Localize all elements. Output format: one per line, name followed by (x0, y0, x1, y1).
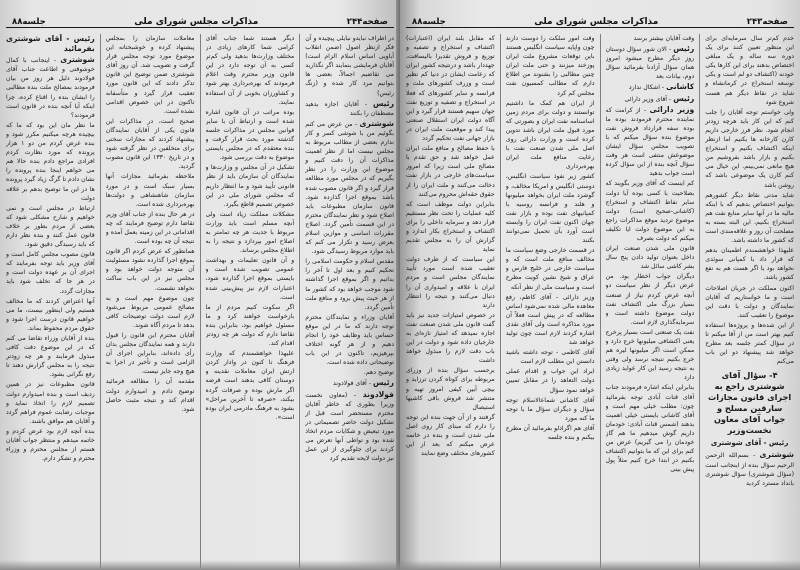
paragraph-text: در قسمت خارجی وضع سیاست ما مخالف منافع ملت است که و سیاست خارجی در خلیج فارس و عراق و شیخ نشین کویت مطرح است و سیاست ملی از نظر آنکه (505, 247, 595, 291)
session-number: جلسه۸۸ (12, 17, 46, 27)
paragraph (206, 163, 295, 208)
paragraph-text: قانون مصوب مجلس کامل است و آقای وزیر باید توجه بفرمایند که اجرای آن بر عهده دولت است و در هر جا که تخلف شود باید مجازات گردد. (6, 251, 95, 295)
paragraph-text: وزیر دارائی - آقای کاظم، رفع معاهده مالی شده نمی‌شود اساس مطالعه که در پیش است فعلاً آن مورد مذاکره است ولی آقای نقدی اشاره کردند لازم است چون تولید خواهد شد (505, 293, 595, 347)
paragraph (6, 334, 95, 379)
paragraph-text: نفت یک صنعتی است بسیار پرخرج یعنی اکتشافی میلیونها خرج دارد و ممکن است اگر میلیونها لیره هم خرج بکنیم نتیجه نرسد ولی وقتی به نتیجه رسید این کار عواید زیادی دارد (605, 328, 695, 382)
paragraph (606, 383, 695, 474)
paragraph (6, 427, 95, 463)
paragraph (406, 144, 495, 199)
paragraph (6, 380, 95, 425)
paragraph-text: مقدس اسلام و حکومت اسلامی را تحکیم کنیم و بعد اول تا آخر را بدانیم و اگر بموقع اجرا گذاشته شود موجب خواهد بود که کشور ما از هر حیث پیش برود و منافع ملت تأمین گردد. (305, 258, 394, 311)
paragraph-text: آقای کاظمی - توجه داشته باشید دانستن این مطلب لازم است (505, 349, 595, 366)
speaker-name: فولادوند (362, 389, 394, 399)
paragraph (6, 55, 95, 120)
paragraph-text: ایراد این جواب و اقدام عملی دولت التعاهد را در مقابل تمیین خواهد نمود سؤال (505, 368, 595, 394)
paragraph-text: - آقایان اجازه بدهید مصطفان را بکنند (305, 100, 394, 117)
paragraph (406, 311, 495, 366)
text-column (506, 34, 595, 569)
column-divider (699, 34, 700, 569)
paragraph (506, 246, 595, 291)
text-column (206, 34, 295, 569)
page-number: صفحه۲۴۴ (346, 17, 388, 27)
paragraph (406, 200, 495, 255)
column-divider (200, 34, 201, 569)
paragraph (6, 297, 95, 333)
paragraph-text: این سیاست که از طرف دولت تعقیب شده است مورد تأیید نمایندگان مجلس است و مردم ایران با علاقه و امیدواری آن را دنبال می‌کنند و نتیجه را انتظار دارند (406, 256, 495, 309)
paragraph-text: دیگر هستند شما جناب آقای کرامی شما کارهای زیادی در مختلف وزارت‌ها بدهید ولی کم‌تر کسی به آن توجه دارد در این قانون وزیر محترم وقت اعلام فرمودند که بهره‌برداری بهتر شود و کشاورزان بخوبی از آن استفاده نمایند. (205, 35, 295, 106)
paragraph (106, 117, 195, 172)
paragraph-text: ارتباط در مجلس است و نمی خواهیم و شارح مشکلی شود که بعضی از مردم بطور بر خلاف قانون عمل کنند و بنده نظر دارم که باید رسیدگی دقیق شود. (6, 204, 95, 249)
paragraph (705, 284, 794, 320)
paragraph (305, 390, 394, 464)
paragraph (705, 246, 794, 282)
column-divider (100, 34, 101, 569)
paragraph (406, 34, 495, 143)
paragraph (506, 348, 595, 366)
paragraph (106, 172, 195, 208)
paragraph (106, 210, 195, 246)
paragraph-text: معاملات سازمان را بمجلس پیشنهاد کرده و خوشبختانه این موضوع مورد توجه مجلس قرار گرفت و تصویب شد. آن روز آقای شوشتری ضمن توضیح این قانون تذکر دادند که این قانون مورد تعقیب قرار گیرد و متأسفانه تاکنون در این خصوص اقدامی نشده است. (105, 35, 195, 115)
right-page (400, 0, 800, 570)
column-divider (299, 34, 300, 569)
paragraph-text: برحسب سؤال بنده از وزرای مربوطه برای کوتاه کردن ترزاید و بیچی آیین کیفی امروز تهیه و منتشر شد فروش باقی کاشیها استیصال (406, 367, 495, 411)
speaker-name: کاشانی (666, 82, 695, 92)
paragraph (506, 34, 595, 98)
speaker-name: شوشتری (60, 55, 95, 65)
paragraph-text: ما نظر مان این بود که ما که بیچیده هرچه میکنیم مکرر شود و بنده عرض کردم من دو ۱ هزار پرونده که مورد نظارت کردم افرادی مراجع دادم بنده حالا هم می خواهم اینجا بنده پرونده را نشان دادم تا گرگ زیاد گیرد پرونده ها در این ما توضیح بدهم بر علاقه دولت (6, 121, 95, 202)
paragraph (206, 34, 295, 107)
paragraph (406, 413, 495, 458)
paragraph (305, 257, 394, 312)
speaker-name: وزیر دارائی (649, 104, 695, 114)
text-column (406, 34, 495, 569)
paragraph-text: که مقابل بلند ایران (اعتبارات) اکتشاف و استخراج و تصفیه و توزیع و فروش تقدیرا بالیسافت، جهددار باشد و درنتیجه کشور ایران که زعامت ایشان در دنیا کم نظیر است و وزرف کشورهای ملت و فرانسه و سایر کشورهای که فعلا در استخراج و تصفیه و توزیع نفت جهان سهیم هستند قرار گیرد و این آگاه دولت ایران استقلال صنعتی پیدا کند و موقعیت ملت ایران در بازار جهانی نفت تحکیم گردد (406, 35, 495, 143)
paragraph-text: کشور زیر نفوذ سیاست انگلیس، دوستی انگلیس و امریکا مخالف، و گوشزد ملت ایران بخواهد میلیونها و هلند و فرانسه روسیه با کمپانیهای نفت بوده و بازار نفت جهان اکنون نفت ایران را وابسته است آورد بآن تحمیل نمی‌توانند بکنند (505, 173, 595, 245)
paragraph-text: مشکلات مملکت زیاد است ولی آنچه مسلم است باید وزارت مربوط با جدیت هر چه تمامتر به اصلاح امور بپردازد و نتیجه را به اطلاع مجلس برساند. (205, 210, 295, 255)
paragraph (206, 303, 295, 348)
speaker-name: شوشتری (759, 450, 794, 460)
paragraph-text: و آن قانون تعلیمات و بهداشت عمومی تصویب شده است و بایستی بموقع اجرا گذارده شود، اعتبارات لازم نیز پیش‌بینی شده است. (205, 257, 295, 301)
speaker-name: رئیس (372, 98, 394, 108)
text-columns (6, 34, 394, 569)
paragraph-text: وقت امور سلکت را دوست دارند چون واپایه سیاست انگلیس هستند باین توقعات مشروع ملت ایران پوزخند میزنند و حتی ملت ایران چنین مطالبی را بشنوند من اطلاع دارم که مطالب کمسیون نفت مجلس کم کرد (505, 35, 595, 97)
paragraph-text: از این شده‌ها و پروژه‌ها استفاده کنیم بهتر است من از آقا میکنم تا در سؤال کمتر جلسه بعد مطرح خواهد شد پیشنهاد دو این باب می‌کنم (705, 321, 794, 366)
page-header (6, 14, 394, 28)
column-divider (600, 34, 601, 569)
column-divider (500, 34, 501, 569)
paragraph-text: در هر حال بنده از جناب آقای وزیر تقاضا دارم توضیح فرمایند که چه اقداماتی در این زمینه بعمل آمده و نتیجه آن چه بوده است. (105, 210, 195, 246)
paragraph (506, 424, 595, 442)
paragraph (506, 172, 595, 245)
paragraph (606, 34, 695, 43)
paragraph-text: آقایان وزراء و نمایندگان محترم توجه دارند که ما در این موقع حساس باید وظایف خود را انجام دهیم و از هر گونه اختلاف بپرهیزیم، تاکنون در این باب توضیحاتی داده شده است. (305, 313, 394, 367)
paragraph-text: - آقای فولادوند (333, 380, 371, 388)
paragraph (506, 293, 595, 348)
paragraph (705, 191, 794, 246)
speaker-name: رئیس - آقای شوشتری بفرمائید (6, 34, 95, 54)
speaker-name: رئیس (673, 44, 695, 54)
paragraph-text: همانطور که عرض کردم اگر قانون بموقع اجرا گذارده نشود مسئولیت آن متوجه دولت خواهد بود و مجلس نیز در این باب ساکت نخواهد نشست. (105, 248, 195, 292)
paragraph (106, 294, 195, 330)
paragraph-text: قانون ملی شدن صنعت ایران داخل بعنوان تولید دادن پنج سال بشر کاشی سائل شد (605, 245, 695, 271)
paragraph (206, 108, 295, 163)
paragraph-text: - (معاون نخست وزیر) بطوری که خاطر آقایان محترم مستحضر است قبل از تشکیل دولت حاضر تصمیماتی در مورد تبعیض و شکایات مردم اتخاذ شده بود و تواطی آنها تعرض می کردند برای جلوگیری از این عمل نیز دولت لایحه تقدیم کرد (305, 391, 394, 463)
paragraph-text: بنابراین دولت موظف است که کلیه عملیات را تحت نظر مستقیم قرار دهد و سرمایه داخلی را برای اکتشاف و استخراج بکار اندازد و گزارش آن را به مجلس تقدیم نماید (406, 200, 495, 254)
paragraph-text: - اشکال ندارد (628, 84, 665, 92)
paragraph-text: با حفظ مصالح و منافع ملت ایران عمل خواهد شد و حق تقدم با مصالح ملی است زیرا که امروز سیاست‌های خارجی در بازار نفت دخالت می‌کنند و ملت ایران را از حقوق حقه‌اش محروم می‌کنند (406, 145, 495, 198)
paragraph-text: آقایان محترم این قانون را قبول دارند و همه نمایندگان مجلس بدان رأی داده‌اند، بنابراین اجرای آن الزامی است و تأخیر در اجرا به هیچ وجه جایز نیست. (105, 332, 195, 376)
paragraph (305, 378, 394, 388)
page-number: صفحه۲۴۳ (746, 17, 788, 27)
paragraph (305, 34, 394, 98)
paragraph (6, 34, 95, 54)
paragraph (506, 367, 595, 394)
paragraph (6, 250, 95, 295)
paragraph-text: بنده آنچه لازم بود عرض کردم و خاتمه میدهم و منتظر جواب آقایان هستم از مجلس محترم و وزراء محترم و تشکر دارم. (6, 427, 95, 463)
paragraph-text: علیهذا خواهشمندم اطمینان بدهم که قرار داد با کمپانی سوئدی نخواهد بود یا اگر هست هم به نفع کشور باشد. (705, 247, 794, 282)
paragraph-text: در خصوص امتیازات جدید نیز باید گفت قانون ملی شدن صنعت نفت اجازه نمیدهد که امتیاز تازه‌ای به خارجیان داده شود و دولت در این باب دقت لازم را مبذول خواهد داشت (406, 311, 495, 365)
publication-title: مذاکرات مجلس شورای ملی (134, 17, 259, 27)
paragraph-text: بنابراین اینکه اشاره فرمودند جناب آقای قنات آبادی توجه بفرمائید چون: مطلب خیلی مهم است و آقای کاشانی بایستی خیلی اهمیت بدهند (شمس قنات آبادی: خودمان داریم گوش میدهیم ما هم گاز خودمان را می گیریم) عرض من کنم برای این که ما بتوانیم اکتشاف بکنیم در ابتدا خرج کنیم مثلاً پول پیش بینی (605, 384, 695, 474)
paragraph (606, 82, 695, 92)
paragraph (206, 210, 295, 255)
paragraph (6, 204, 95, 249)
paragraph (705, 450, 794, 487)
paragraph-text: از ایران هم کمک ما داشتیم توانستند و دولت برای مردم زمین اساسنامه نفت ایران و بصورتی که مورد قبول ملت ایران باشد تدوین کرده است و وزارت دارائی روی اصل ملی شدن صنعت نفت با رعایت منافع ملت ایران بهره‌برداری (505, 99, 595, 171)
paragraph-text: صحیح است، در مذاکرات این قانون یکی از آقایان نمایندگان پیشنهاد کردند که مجازات سختی برای متخلفین در نظر گرفته شود و در تاریخ ۱۳۳۰ این قانون مصوب گردید. (105, 117, 195, 171)
paragraph-text: توضیح دهم. (363, 369, 394, 377)
paragraph (406, 255, 495, 310)
paragraph-text: قانون مطبوعات نیز در همین ردیف است و بنده امیدوارم دولت تصمیم لازم را اتخاذ نماید و موجبات رضایت عموم فراهم گردد و آقایان هم موافق باشند. (6, 381, 95, 425)
paragraph-text: خدم کم‌تر سال سرمایه‌ای برای این منظور تعیین کنند برای یک دوره سه ساله و یک مبلغی اختصاص بدهند برای این کارها یکی خودنه (اکتشاف دو لم است و یکی توسعه استخراج در کرمانشاه و شاید در نقاط دیگر هم هست شروع شود (705, 35, 794, 106)
scan-shadow (0, 560, 800, 570)
paragraph-text: بنده از آقایان وزراء تقاضا می کنم که در این موضوع دقت کافی مبذول فرمایند و هر چه زودتر نتیجه را به مجلس گزارش دهند تا رفع نگرانی بشود. (6, 335, 95, 379)
paragraph-text: مقدمه آن را مطالعه فرمائید توضیح دادم و امیدوارم دولت اقدام کند و نتیجه مثبت حاصل شود. (105, 378, 195, 413)
publication-title: مذاکرات مجلس شورای ملی (534, 17, 659, 27)
paragraph (705, 108, 794, 190)
paragraph-text: در اطراف نبایدو نبایلی پیچیده و آن فکر ازنظر اصول (ضمن انقلاب آباویی اساس اسلام الزام است) آقایان فرمایشی بنمایند اگر نگذارید می تقاضیم اجمالاً، بعضی ها بتوانیم مرد کار شده و (زنگ رئیس) (305, 35, 394, 97)
paragraph-text: وقت آقایان بیشتر برسد (633, 35, 695, 42)
paragraph-text: - اینجانب با کمال خوشوقتی و اطاعت جناب آقای فولادوند دلیل هر روز من بیان فرمودند بمصالح ملت بنده مطالبی را ایشان بنده را اقناع کرده، چرا اینکه آیا آنچه بنده در قانون است فرمودند؟ (6, 57, 95, 119)
speaker-name: رئیس (372, 378, 394, 388)
text-column (305, 34, 394, 569)
paragraph (506, 396, 595, 423)
text-columns (406, 34, 794, 569)
paragraph (305, 368, 394, 377)
paragraph-text: - از کرامت که نماینده محترم فرمودند بوده ما بوده سفه قرارداد فروش نفت موضوع بنده سؤال میکنم که با تصویب مجلس سؤال ایشان موضوعش منتفی است هر وقت سؤال آنچه بنده از این سؤال کرده است جواب بدهید (605, 106, 695, 178)
paragraph (606, 272, 695, 327)
paragraph (705, 34, 794, 107)
paragraph (106, 34, 195, 116)
text-column (106, 34, 195, 569)
paragraph-text: کم اینست که آقای وزیر بگویند که بصلاحیت با کسی بوده آیا دولت سایر نفاط اکتشاف و استخراج (کاشانی-صحیح است) دولت موضوع تردید موقع مذاکرات راجع به این موضوع دولت ایا تکلیف میکنم که دولت بصرف (605, 180, 695, 242)
section-heading: ۴- سؤال آقای شوشتری راجع به اجرای قانون مجازات سارقین مسلح و جواب آقای معاون نخست‌وزیر (708, 370, 792, 436)
text-column (6, 34, 95, 569)
paragraph (106, 247, 195, 292)
paragraph-text: ملاحظه بفرمائید مجازات آنها بسیار سبک است و در مورد سازمان شاهنشاهی و دولت‌ها بهره‌برداری شده است. (105, 173, 195, 208)
paragraph (606, 94, 695, 104)
paragraph-text: علیهذا خواهشمندم که وزارت فرهنگ تا کنون در وادار کردن ارتش ایران معاملات نقدینه و دوستان کافی بدهند است قرضه اگر مارش بوده و صرفات گرده بیکند، «صرفه تا آخرین مراحل» بشود به فرهنگ مادرمی ایران بوده است». (205, 350, 295, 421)
speaker-line: رئیس - آقای شوشتری (710, 439, 789, 448)
paragraph (106, 377, 195, 413)
speaker-name: شوشتری (359, 118, 394, 128)
paragraph-text: گرفتند و از آن جهت بنده این توجه را دارم که مبنای کار روی اصل ملی شدن است و بنده در خاتمه عرض میکنم که بعد از این کشورهای مختلف وضع نمایند (406, 413, 495, 458)
paragraph (106, 331, 195, 376)
paragraph (606, 44, 695, 81)
paragraph-text: چون موضوع مهم است و به مصالح عمومی مربوط می‌شود لازم است دولت توضیحات کافی بدهد تا مردم آگاه شوند. (105, 294, 195, 329)
paragraph-text: بوده مراتب در آن قانون اشاره شده است و ارتباط آن با سایر قوانین مجلس در مذاکرات جلسه گذشته مورد بحث قرار گرفت و بنده معتقدم که در مجلس بایستی موضوع به دقت بررسی شود. (205, 108, 295, 162)
paragraph-text: - بسم‌الله الرحمن الرحیم سؤال بنده از اینجانب است (سؤال شوشتری) سؤال شوشتری بانداد مسترد کردید (705, 452, 794, 487)
paragraph-text: شاید مدتی نقاط دیگر کشورهم بتوانیم اختصاص بدهیم که با اینکه مالیه ما در آنها سایر منابع نفت هم استخراج بکنیم، این البته بسته به مصلحت آن روز و علاقه‌مندی است که کشور ما داشته باشد. (705, 191, 794, 245)
paragraph-text: - من عرض می کنم بگوئیم من با شوشی کسر و کار ندارم بعضی از مطالب مربوط به مجلس نیست اما از نظر اهمیت مذاکرات آن را دقت کنیم و موضوع این وزارت را در نظر بگیریم که در مجلس مورد مطالعه قرار گیرد و اگر قانون مصوب شده باشد بموقع اجرا گذارده شود. قانون سازمان مطبوعات باید اصلاح شود و نظر نمایندگان محترم در این قسمت تأمین گردد. اصلاح مقررات اساسی و موازین اسلام بعرض رسید و تکرار می کنم که باید موارد مربوط رسیدگی شود. (305, 120, 394, 256)
paragraph (6, 121, 95, 203)
paragraph-text: دیگران جواب اخطار بود. من عرض دیگر از نظر سیاست دو آنچه عرض کردم نیاز از صنعت بسیار بزرگ ملی اکتشاف نفت دولت موضوع داشته است و سرمایه‌گذاری لازم است. (605, 273, 695, 326)
paragraph (406, 366, 495, 411)
paragraph (606, 179, 695, 243)
paragraph (705, 321, 794, 366)
paragraph (305, 119, 394, 256)
paragraph (206, 256, 295, 301)
paragraph (206, 349, 295, 422)
paragraph-text: - آقای وزیر دارائی (624, 95, 672, 103)
paragraph (606, 105, 695, 179)
paragraph-text: اکنون مملکت در جریان اصلاحات است و ما خواستاریم که آقایان نمایندگان و دولت با دقت این موضوع را تعقیب کنند. (705, 284, 794, 319)
paragraph-text: اگر سکوت کنیم مردم از ما بازخواست خواهند کرد و ما مسئول خواهیم بود، بنابراین بنده تقاضا دارم که دولت هر چه زودتر اقدام کند. (205, 303, 295, 348)
paragraph (305, 99, 394, 118)
paragraph-text: آنها اعتراض کردند که ما مخالف هستیم ولی اینطور نیست، ما می خواهیم قانون درست اجرا شود و حقوق مردم محفوظ بماند. (6, 297, 95, 332)
text-column (705, 34, 794, 569)
paragraph (606, 244, 695, 271)
paragraph-text: آقای کاشانی شماعالاسلام توجه سؤال و دیگران سؤال ما با توجه ما کنه مورد (505, 396, 595, 422)
paragraph-text: ولی خواستم توجه آقایان را جلب کنم که این کار باید هرچه زودتر انجام شود. نظر فرز خارجی داریم کارن کارخانه ها بکنیم اما ازنظر اینکه اکتشاف بکنیم و استخراج بکنیم و بازار باشد بفروشیم من هیچ مانعی نمی‌بینم. این خیال می کنم کارن یک موضوعی باشد که روشن باشد (705, 108, 794, 189)
text-column (606, 34, 695, 569)
paragraph (305, 313, 394, 368)
speaker-name: رئیس (673, 93, 695, 103)
paragraph (606, 328, 695, 383)
paragraph (506, 99, 595, 172)
session-number: جلسه۸۸ (412, 17, 446, 27)
paragraph-text: تشکیل در آن مجلس و وزارت‌ها و نمایندگان آن سازمان باید از نظر قانونی تأیید شود و ما انتظار داریم که مجلس شورای ملی در این خصوص تصمیم قاطع بگیرد. (205, 164, 295, 208)
page-header (406, 14, 794, 28)
paragraph-text: آقای هم اگرادلو بفرمائید آن مطرح بیکنم و بنده جلسه (505, 424, 595, 442)
paragraph-text: - الان شور سؤال دوستان روز دیگر مطرح میشود امروز همان سؤال آزادنا بفرمائید سؤال دوم، بیانات بعد (605, 46, 695, 81)
